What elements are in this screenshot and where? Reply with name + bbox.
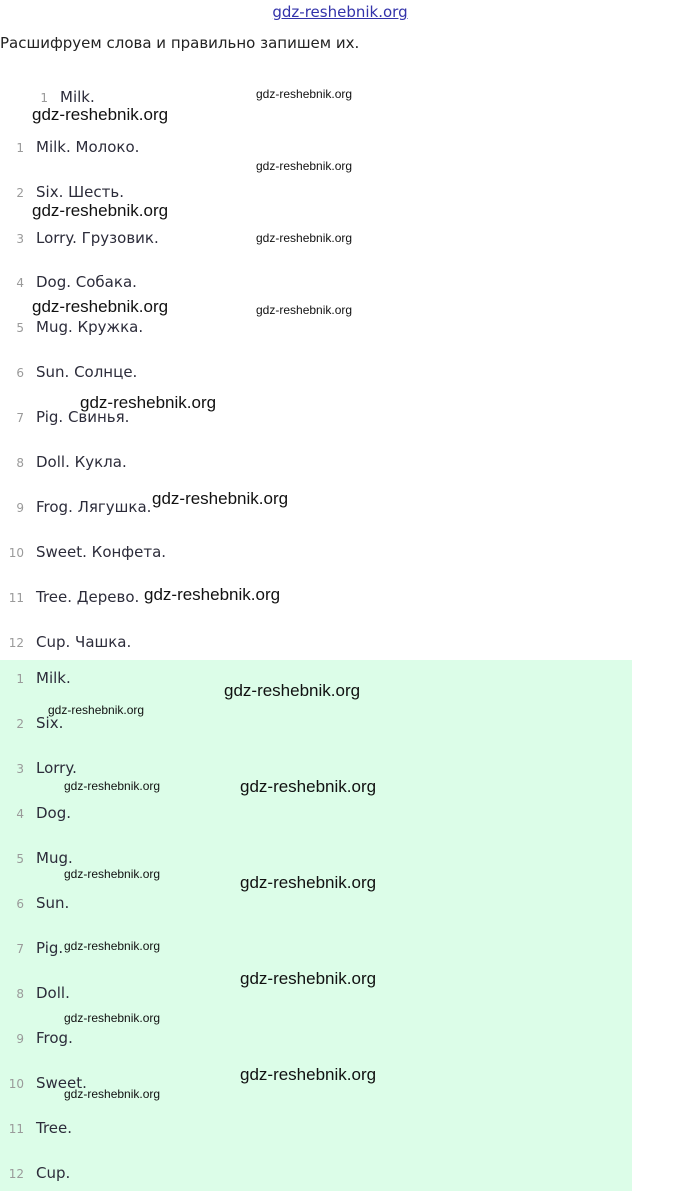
item-number: 7 [16,411,24,425]
list-item [0,632,131,652]
item-text: Six. [36,714,64,732]
list-item [0,542,166,562]
list-item [0,983,70,1003]
list-item [0,938,63,958]
watermark: gdz-reshebnik.org [64,1087,161,1101]
first-item [24,87,95,107]
watermark: gdz-reshebnik.org [32,201,169,220]
item-text: Tree. Дерево. [36,588,140,606]
item-number: 1 [40,91,48,105]
item-text: Mug. [36,849,73,867]
list-item [0,758,77,778]
item-number: 12 [8,1167,24,1181]
item-number: 11 [8,1122,24,1136]
item-number: 11 [8,591,24,605]
list-item [0,803,71,823]
list-item [0,317,143,337]
watermark: gdz-reshebnik.org [64,1011,161,1025]
watermark: gdz-reshebnik.org [240,969,377,988]
item-text: Pig. [36,939,64,957]
item-number: 6 [16,366,24,380]
item-number: 6 [16,897,24,911]
watermark: gdz-reshebnik.org [256,231,353,245]
item-text: Sun. [36,894,70,912]
item-text: Sweet. [36,1074,87,1092]
item-number: 2 [16,717,24,731]
list-item [0,1118,72,1138]
list-item [0,452,127,472]
item-number: 12 [8,636,24,650]
item-text: Dog. [36,804,72,822]
item-number: 10 [8,1077,24,1091]
list-item [0,362,137,382]
list-item [0,668,71,688]
watermark: gdz-reshebnik.org [64,779,161,793]
item-number: 5 [16,852,24,866]
list-item [0,1163,70,1183]
item-text: Pig. Свинья. [36,408,130,426]
item-text: Lorry. [36,759,77,777]
answer-block [0,660,632,1191]
watermark: gdz-reshebnik.org [32,297,169,316]
item-text: Sweet. Конфета. [36,543,167,561]
item-text: Sun. Солнце. [36,363,138,381]
watermark: gdz-reshebnik.org [80,393,217,412]
watermark: gdz-reshebnik.org [64,867,161,881]
item-text: Doll. Кукла. [36,453,127,471]
item-text: Tree. [36,1119,73,1137]
list-item [0,1028,73,1048]
item-number: 7 [16,942,24,956]
item-text: Milk. [36,669,71,687]
item-number: 1 [16,672,24,686]
item-number: 4 [16,276,24,290]
watermark: gdz-reshebnik.org [48,703,145,717]
watermark: gdz-reshebnik.org [152,489,289,508]
item-number: 1 [16,141,24,155]
item-number: 8 [16,987,24,1001]
list-item [0,893,69,913]
item-text: Doll. [36,984,70,1002]
watermark: gdz-reshebnik.org [256,159,353,173]
watermark: gdz-reshebnik.org [64,939,161,953]
list-item [0,182,124,202]
watermark: gdz-reshebnik.org [32,105,169,124]
item-number: 5 [16,321,24,335]
item-number: 10 [8,546,24,560]
item-number: 3 [16,232,24,246]
item-number: 9 [16,1032,24,1046]
item-number: 2 [16,186,24,200]
watermark: gdz-reshebnik.org [144,585,281,604]
list-item [0,587,139,607]
item-number: 8 [16,456,24,470]
list-item [0,228,159,248]
item-text: Milk. Молоко. [36,138,140,156]
item-number: 4 [16,807,24,821]
item-number: 3 [16,762,24,776]
watermark: gdz-reshebnik.org [256,87,353,101]
item-text: Frog. Лягушка. [36,498,152,516]
list-item [0,497,151,517]
item-text: Six. Шесть. [36,183,124,201]
list-item [0,848,73,868]
item-text: Milk. [60,88,95,106]
item-text: Frog. [36,1029,73,1047]
intro-text: Расшифруем слова и правильно запишем их. [0,34,360,52]
item-number: 9 [16,501,24,515]
item-text: Lorry. Грузовик. [36,229,159,247]
watermark: gdz-reshebnik.org [240,777,377,796]
watermark: gdz-reshebnik.org [240,1065,377,1084]
watermark: gdz-reshebnik.org [256,303,353,317]
list-item [0,137,139,157]
item-text: Dog. Собака. [36,273,137,291]
item-text: Cup. [36,1164,71,1182]
item-text: Cup. Чашка. [36,633,132,651]
item-text: Mug. Кружка. [36,318,144,336]
watermark: gdz-reshebnik.org [224,681,361,700]
site-header-link[interactable]: gdz-reshebnik.org [272,3,408,21]
list-item [0,272,137,292]
watermark: gdz-reshebnik.org [240,873,377,892]
